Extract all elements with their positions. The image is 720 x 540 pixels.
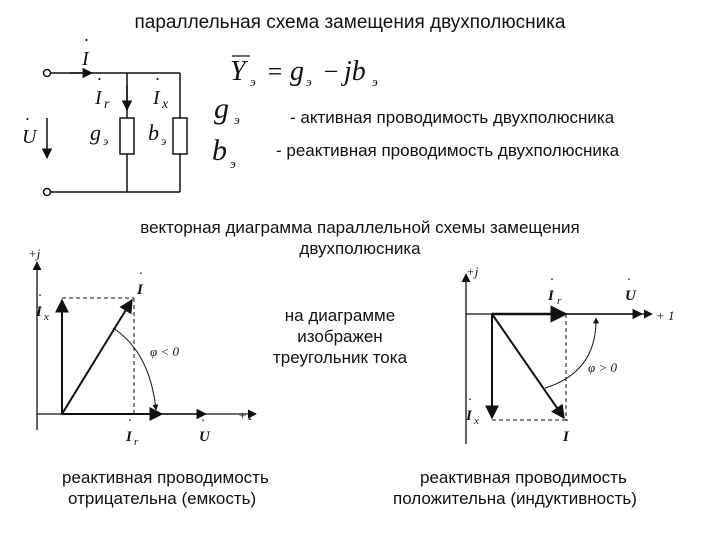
formula-jb: jb: [344, 56, 366, 87]
formula-eq: =: [266, 57, 284, 86]
left-label-U: U: [199, 429, 210, 445]
caption-left-line1: реактивная проводимость: [62, 468, 269, 487]
label-g: g: [90, 120, 101, 145]
left-phi-label: φ < 0: [150, 344, 179, 359]
formula-g-sub: э: [306, 74, 312, 89]
legend-g: g: [214, 92, 229, 125]
right-label-Ir: I: [548, 288, 554, 304]
dot-Ir: ·: [97, 69, 102, 89]
legend-g-description: - активная проводимость двухполюсника: [290, 108, 615, 127]
label-Ir: I: [95, 87, 102, 109]
label-U: U: [22, 126, 37, 148]
left-label-Ir: I: [126, 429, 132, 445]
formula-minus: −: [322, 57, 340, 86]
label-Ix: I: [153, 87, 160, 109]
caption-right-line1: реактивная проводимость: [420, 468, 627, 487]
left-dot-Ix: ·: [38, 289, 42, 304]
right-dot-Ir: ·: [550, 273, 554, 288]
left-label-I: I: [137, 282, 143, 298]
right-axis-j-label: +j: [466, 264, 479, 279]
diagram-note-line1: на диаграмме: [284, 306, 396, 325]
right-phi-label: φ > 0: [588, 360, 617, 375]
right-label-I: I: [563, 429, 569, 445]
left-label-Ir-sub: r: [134, 436, 139, 448]
left-dot-I: ·: [139, 267, 143, 282]
caption-left-line2: отрицательна (емкость): [68, 489, 257, 508]
left-dot-Ir: ·: [128, 414, 132, 429]
legend-g-sub: э: [234, 112, 240, 127]
label-Ir-sub: r: [104, 97, 110, 112]
page-title: параллельная схема замещения двухполюсника: [134, 12, 566, 33]
right-axis-1-label: + 1: [656, 308, 675, 323]
vector-diagram-title-line1: векторная диаграмма параллельной схемы замещения: [140, 218, 580, 237]
right-angle-arc: [545, 318, 596, 388]
formula-jb-sub: э: [372, 74, 378, 89]
label-b: b: [148, 120, 159, 145]
formula-Y: Y: [230, 56, 246, 87]
legend-b-sub: э: [230, 156, 236, 171]
label-b-sub: э: [161, 134, 167, 148]
diagram-note-line3: треугольник тока: [272, 348, 408, 367]
dot-I: ·: [84, 30, 89, 50]
left-dot-U: ·: [201, 414, 205, 429]
legend-b: b: [212, 134, 227, 167]
legend-b-description: - реактивная проводимость двухполюсника: [276, 141, 620, 160]
right-I-vector: [492, 314, 564, 418]
dot-U: ·: [25, 109, 30, 129]
label-I: I: [82, 48, 89, 70]
right-label-Ix: I: [466, 408, 472, 424]
right-label-Ir-sub: r: [557, 295, 562, 307]
right-dot-U: ·: [627, 273, 631, 288]
dot-Ix: ·: [155, 69, 160, 89]
formula-g: g: [290, 56, 304, 87]
left-axis-j-label: +j: [28, 246, 41, 261]
right-label-U: U: [625, 288, 636, 304]
left-label-Ix-sub: x: [44, 311, 49, 323]
diagram-note-line2: изображен: [297, 327, 383, 346]
label-g-sub: э: [103, 134, 109, 148]
right-dot-Ix: ·: [468, 393, 472, 408]
label-Ix-sub: x: [162, 97, 169, 112]
left-label-Ix: I: [36, 304, 42, 320]
left-axis-1-label: +1: [238, 408, 254, 423]
formula-Y-sub: э: [250, 74, 256, 89]
right-dot-I: ·: [565, 414, 569, 429]
caption-right-line2: положительна (индуктивность): [393, 489, 637, 508]
right-label-Ix-sub: x: [474, 415, 479, 427]
vector-diagram-title-line2: двухполюсника: [299, 239, 421, 258]
